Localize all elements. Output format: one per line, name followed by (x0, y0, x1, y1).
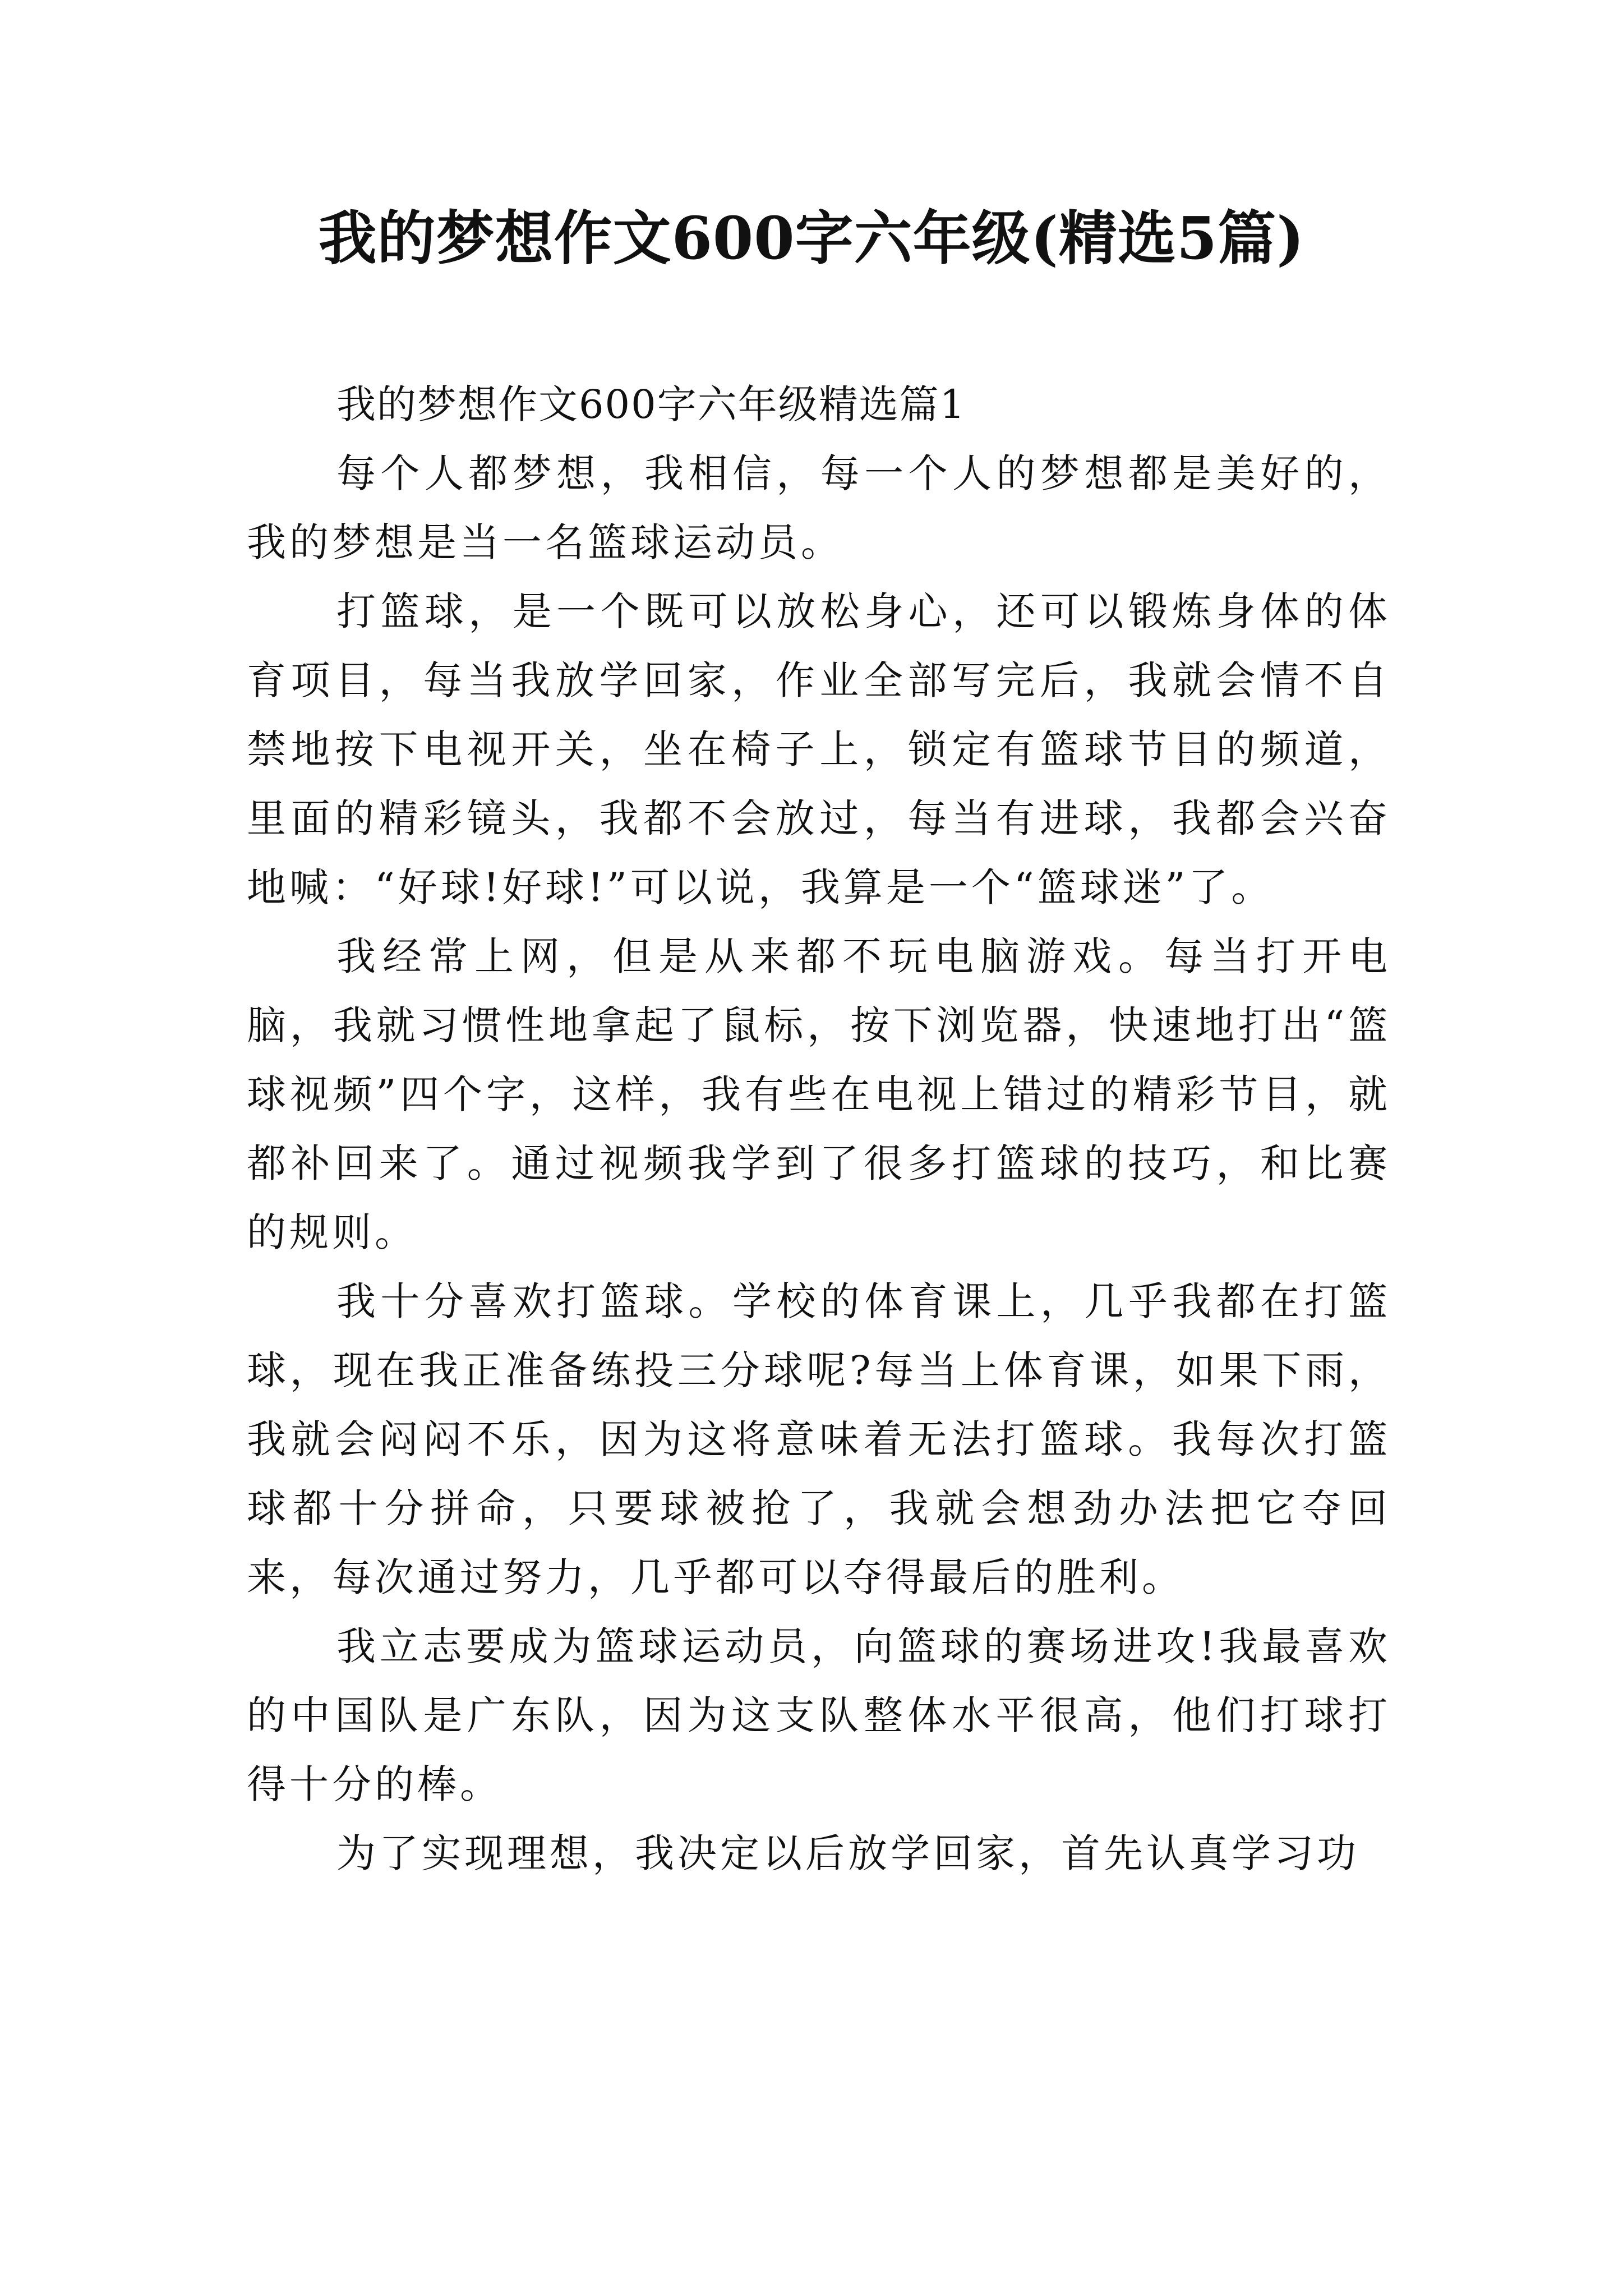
section-heading: 我的梦想作文600字六年级精选篇1 (336, 381, 966, 427)
paragraph-2: 打篮球，是一个既可以放松身心，还可以锻炼身体的体育项目，每当我放学回家，作业全部写完后，我就会情不自禁地按下电视开关，坐在椅子上，锁定有篮球节目的频道，里面的精彩镜头，我都不会放过，每当有进球，我都会兴奋地喊：“好球!好球!”可以说，我算是一个“篮球迷”了。 (247, 588, 1391, 910)
paragraph-5: 我立志要成为篮球运动员，向篮球的赛场进攻!我最喜欢的中国队是广东队，因为这支队整体水平很高，他们打球打得十分的棒。 (247, 1623, 1391, 1807)
paragraph-4: 我十分喜欢打篮球。学校的体育课上，几乎我都在打篮球，现在我正准备练投三分球呢?每当上体育课，如果下雨，我就会闷闷不乐，因为这将意味着无法打篮球。我每次打篮球都十分拼命，只要球被抢了，我就会想劲办法把它夺回来，每次通过努力，几乎都可以夺得最后的胜利。 (247, 1278, 1391, 1600)
document-title: 我的梦想作文600字六年级(精选5篇) (318, 204, 1305, 273)
document-body (247, 370, 1391, 1888)
paragraph-3: 我经常上网，但是从来都不玩电脑游戏。每当打开电脑，我就习惯性地拿起了鼠标，按下浏览器，快速地打出“篮球视频”四个字，这样，我有些在电视上错过的精彩节目，就都补回来了。通过视频我学到了很多打篮球的技巧，和比赛的规则。 (247, 933, 1391, 1255)
paragraph-1: 每个人都梦想，我相信，每一个人的梦想都是美好的，我的梦想是当一名篮球运动员。 (247, 450, 1391, 565)
paragraph-6: 为了实现理想，我决定以后放学回家，首先认真学习功 (336, 1830, 1359, 1876)
